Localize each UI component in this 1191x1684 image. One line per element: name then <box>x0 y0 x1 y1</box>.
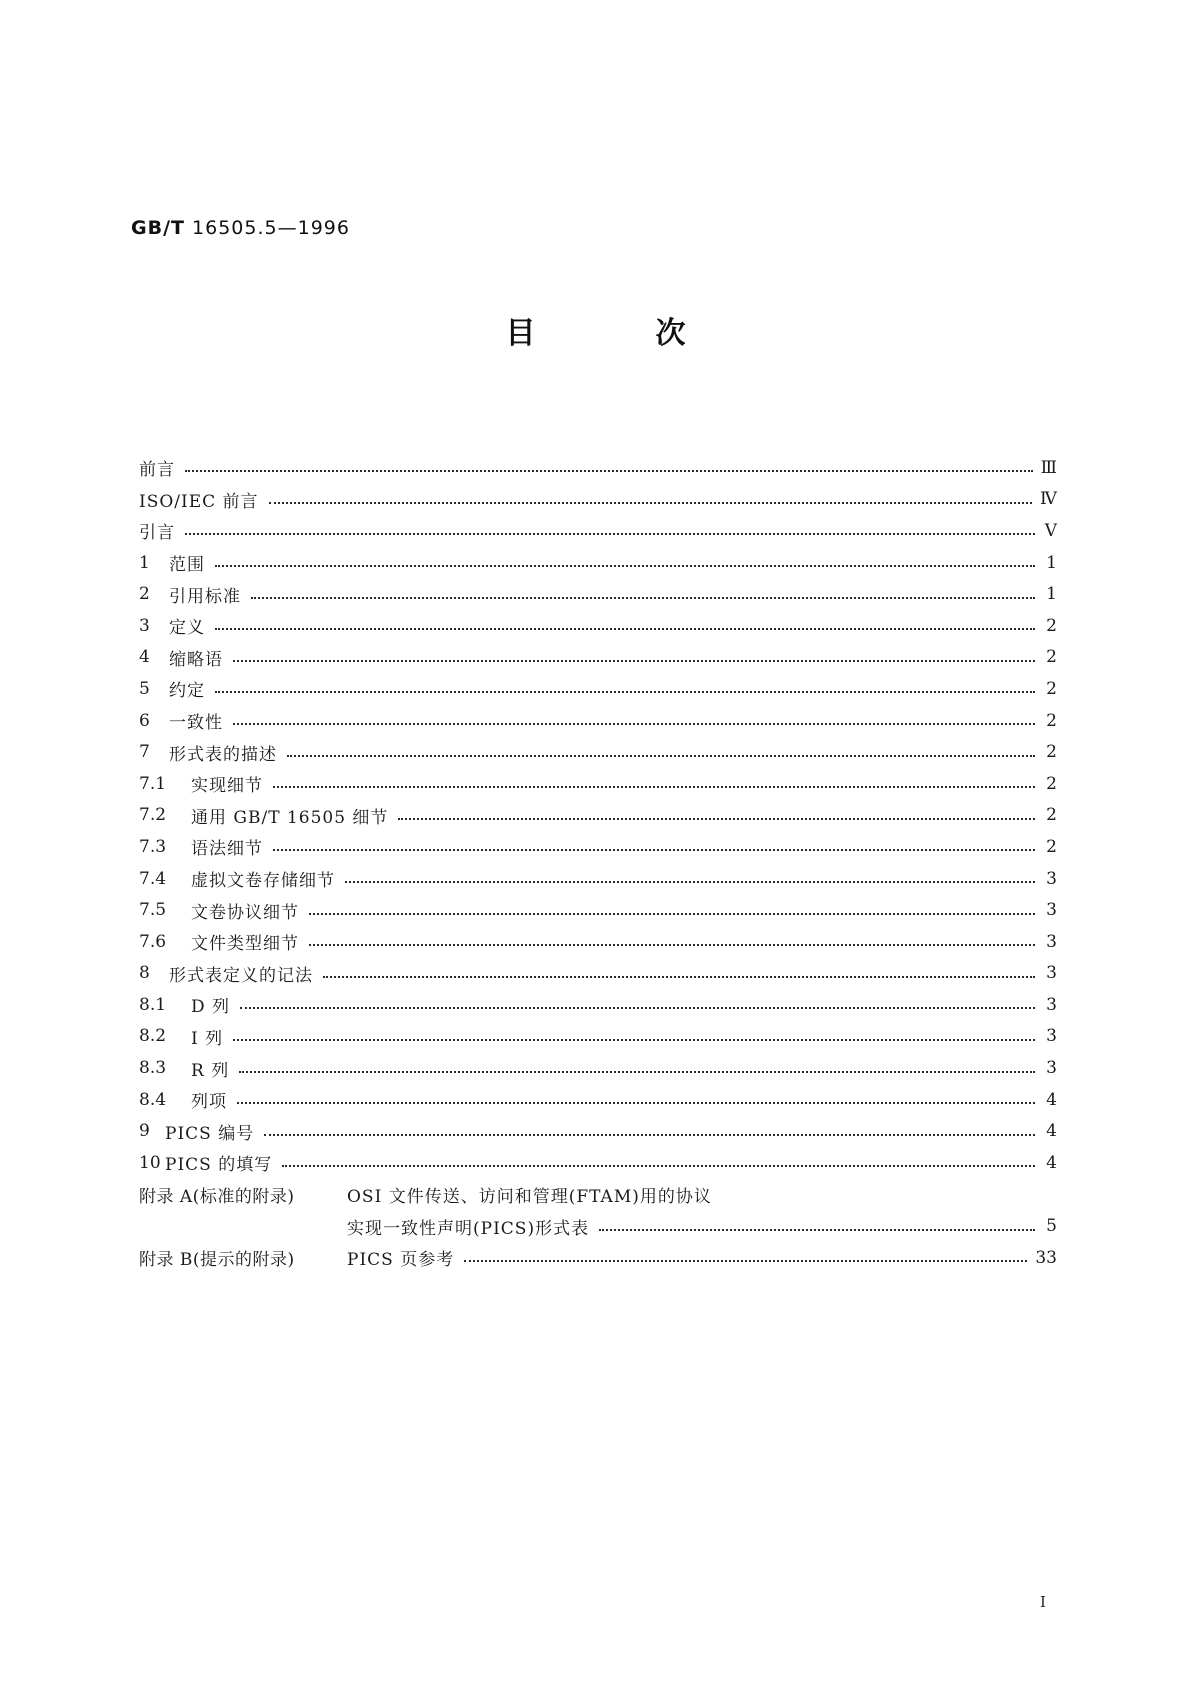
dot-leader <box>233 722 1035 725</box>
dot-leader <box>251 596 1035 599</box>
toc-entry-title: 语法细节 <box>191 839 263 860</box>
toc-entry-number: 7 <box>139 742 150 763</box>
toc-entry-page: 2 <box>1046 773 1057 794</box>
toc-entry-7[interactable] <box>139 736 1057 768</box>
dot-leader <box>233 1038 1035 1041</box>
toc-entry-title: 文件类型细节 <box>191 934 299 955</box>
toc-entry-9[interactable] <box>139 1115 1057 1147</box>
toc-entry-page: Ⅴ <box>1044 520 1057 541</box>
toc-entry-8[interactable] <box>139 958 1057 990</box>
toc-entry-3[interactable] <box>139 610 1057 642</box>
dot-leader <box>287 754 1035 757</box>
toc-entry-number: 10 <box>139 1152 161 1173</box>
toc-entry-page: 2 <box>1046 742 1057 763</box>
toc-entry-introduction[interactable] <box>139 515 1057 547</box>
toc-entry-2[interactable] <box>139 578 1057 610</box>
toc-entry-title: 形式表定义的记法 <box>169 965 313 986</box>
toc-entry-7-5[interactable] <box>139 894 1057 926</box>
toc-entry-page: 3 <box>1046 963 1057 984</box>
toc-entry-page: 2 <box>1046 710 1057 731</box>
toc-entry-number: 6 <box>139 710 150 731</box>
dot-leader <box>237 1101 1035 1104</box>
toc-entry-number: 7.3 <box>139 836 167 857</box>
dot-leader <box>398 817 1035 820</box>
toc-entry-number: 7.2 <box>139 805 167 826</box>
appendix-b-title: PICS 页参考 <box>347 1250 455 1271</box>
toc-entry-title: 前言 <box>139 460 175 481</box>
dot-leader <box>264 1133 1035 1136</box>
toc-entry-foreword[interactable] <box>139 452 1057 484</box>
toc-entry-appendix-b[interactable] <box>139 1242 1057 1274</box>
toc-entry-title: 通用 GB/T 16505 细节 <box>191 807 389 828</box>
toc-entry-page: 3 <box>1046 868 1057 889</box>
dot-leader <box>185 469 1033 472</box>
toc-entry-page: 2 <box>1046 678 1057 699</box>
dot-leader <box>239 1070 1035 1073</box>
dot-leader <box>282 1164 1035 1167</box>
toc-entry-page: 3 <box>1046 994 1057 1015</box>
toc-entry-title: I 列 <box>191 1028 224 1049</box>
toc-entry-title: 约定 <box>169 681 205 702</box>
appendix-a-title-line2: 实现一致性声明(PICS)形式表 <box>347 1218 590 1239</box>
toc-entry-number: 2 <box>139 584 150 605</box>
toc-entry-appendix-a[interactable] <box>139 1179 1057 1211</box>
toc-entry-page: 3 <box>1046 1026 1057 1047</box>
dot-leader <box>185 532 1035 535</box>
dot-leader <box>345 880 1035 883</box>
toc-entry-number: 7.5 <box>139 900 167 921</box>
toc-entry-title: PICS 的填写 <box>165 1155 273 1176</box>
dot-leader <box>464 1259 1027 1262</box>
toc-entry-title: PICS 编号 <box>165 1123 255 1144</box>
toc-entry-page: 33 <box>1035 1247 1057 1268</box>
toc-entry-7-2[interactable] <box>139 800 1057 832</box>
toc-entry-8-4[interactable] <box>139 1084 1057 1116</box>
toc-entry-10[interactable] <box>139 1147 1057 1179</box>
page-number: I <box>1040 1593 1046 1611</box>
toc-entry-number: 8.3 <box>139 1058 167 1079</box>
toc-entry-8-1[interactable] <box>139 989 1057 1021</box>
toc-entry-number: 8.1 <box>139 994 167 1015</box>
toc-entry-number: 3 <box>139 615 150 636</box>
toc-entry-page: 3 <box>1046 931 1057 952</box>
toc-entry-iso-iec-foreword[interactable] <box>139 484 1057 516</box>
standard-code: 16505.5—1996 <box>192 217 350 239</box>
dot-leader <box>240 1006 1035 1009</box>
toc-entry-page: 5 <box>1046 1216 1057 1237</box>
table-of-contents <box>139 452 1057 1273</box>
toc-entry-7-3[interactable] <box>139 831 1057 863</box>
toc-entry-page: 1 <box>1046 552 1057 573</box>
dot-leader <box>309 943 1035 946</box>
dot-leader <box>269 501 1032 504</box>
toc-entry-number: 5 <box>139 678 150 699</box>
toc-entry-page: 4 <box>1046 1121 1057 1142</box>
toc-entry-title: 一致性 <box>169 713 223 734</box>
toc-entry-number: 7.1 <box>139 773 167 794</box>
toc-entry-title: D 列 <box>191 997 231 1018</box>
dot-leader <box>273 785 1035 788</box>
dot-leader <box>233 659 1035 662</box>
toc-entry-page: 2 <box>1046 647 1057 668</box>
toc-entry-page: 2 <box>1046 805 1057 826</box>
toc-entry-title: 列项 <box>191 1092 227 1113</box>
dot-leader <box>273 848 1035 851</box>
toc-entry-page: 4 <box>1046 1152 1057 1173</box>
toc-entry-8-2[interactable] <box>139 1021 1057 1053</box>
appendix-a-label: 附录 A(标准的附录) <box>139 1186 295 1207</box>
toc-entry-5[interactable] <box>139 673 1057 705</box>
toc-entry-title: 虚拟文卷存储细节 <box>191 871 335 892</box>
dot-leader <box>215 564 1035 567</box>
toc-entry-number: 8.2 <box>139 1026 167 1047</box>
toc-entry-7-6[interactable] <box>139 926 1057 958</box>
toc-entry-page: 4 <box>1046 1089 1057 1110</box>
toc-entry-appendix-a-cont[interactable] <box>139 1210 1057 1242</box>
toc-entry-title: 实现细节 <box>191 776 263 797</box>
toc-entry-title: 范围 <box>169 555 205 576</box>
title-char-1: 目 <box>505 316 536 351</box>
toc-entry-number: 7.6 <box>139 931 167 952</box>
toc-entry-number: 4 <box>139 647 150 668</box>
toc-entry-page: 3 <box>1046 1058 1057 1079</box>
toc-entry-title: 缩略语 <box>169 649 223 670</box>
toc-entry-1[interactable] <box>139 547 1057 579</box>
toc-entry-number: 9 <box>139 1121 150 1142</box>
toc-entry-page: Ⅲ <box>1040 457 1057 478</box>
toc-entry-7-4[interactable] <box>139 863 1057 895</box>
toc-entry-number: 8.4 <box>139 1089 167 1110</box>
toc-entry-page: Ⅳ <box>1040 489 1057 510</box>
appendix-a-title-line1: OSI 文件传送、访问和管理(FTAM)用的协议 <box>347 1186 712 1207</box>
dot-leader <box>323 975 1035 978</box>
toc-entry-page: 2 <box>1046 615 1057 636</box>
toc-entry-title: 文卷协议细节 <box>191 902 299 923</box>
toc-entry-6[interactable] <box>139 705 1057 737</box>
toc-entry-7-1[interactable] <box>139 768 1057 800</box>
dot-leader <box>599 1228 1035 1231</box>
toc-entry-8-3[interactable] <box>139 1052 1057 1084</box>
toc-entry-title: 引言 <box>139 523 175 544</box>
toc-entry-title: 形式表的描述 <box>169 744 277 765</box>
toc-entry-page: 1 <box>1046 584 1057 605</box>
toc-entry-title: R 列 <box>191 1060 230 1081</box>
toc-entry-title: 定义 <box>169 618 205 639</box>
toc-entry-number: 8 <box>139 963 150 984</box>
toc-entry-page: 3 <box>1046 900 1057 921</box>
toc-entry-number: 1 <box>139 552 150 573</box>
dot-leader <box>215 690 1035 693</box>
toc-entry-4[interactable] <box>139 642 1057 674</box>
toc-entry-title: 引用标准 <box>169 586 241 607</box>
dot-leader <box>215 627 1035 630</box>
appendix-b-label: 附录 B(提示的附录) <box>139 1250 295 1271</box>
standard-prefix: GB/T <box>131 217 185 239</box>
standard-number <box>131 217 350 239</box>
toc-entry-number: 7.4 <box>139 868 167 889</box>
title-char-2: 次 <box>655 316 686 351</box>
toc-entry-title: ISO/IEC 前言 <box>139 491 259 512</box>
toc-entry-page: 2 <box>1046 836 1057 857</box>
page-title <box>0 308 1191 352</box>
dot-leader <box>309 912 1035 915</box>
